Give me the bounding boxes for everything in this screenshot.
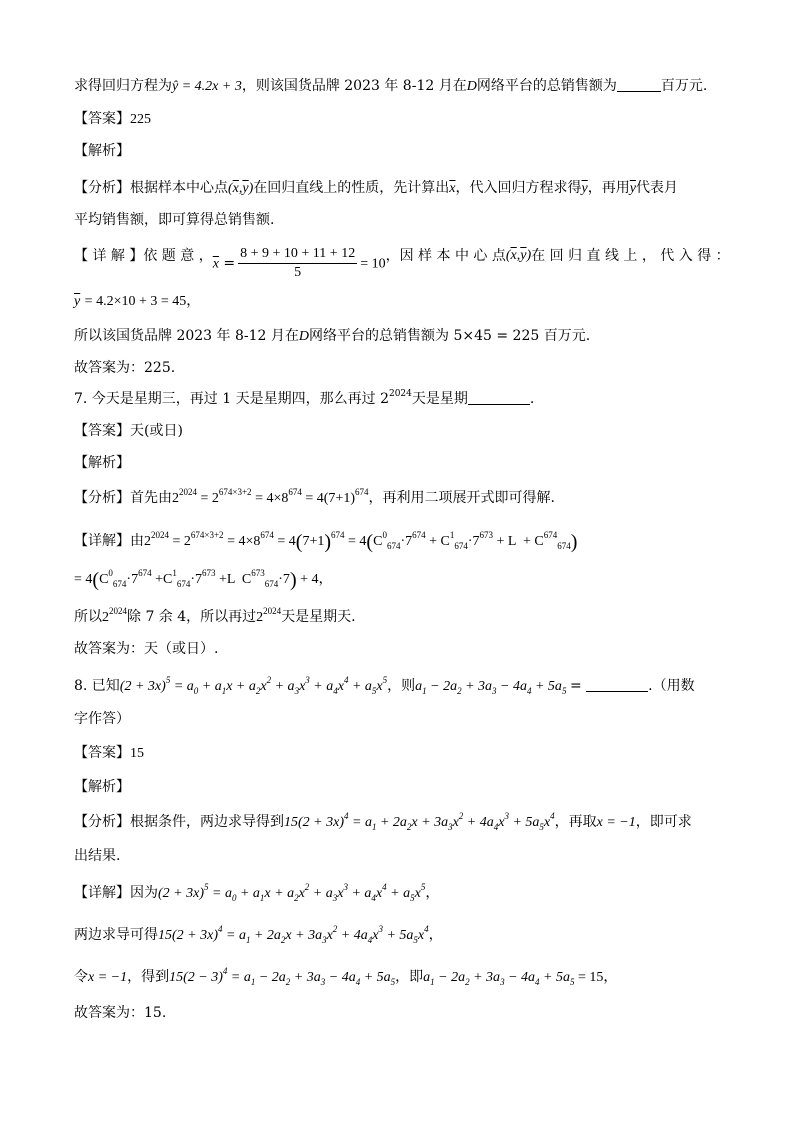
q8-fenxi-line2: 出结果. <box>74 848 121 864</box>
q8-fenxi: 【分析】根据条件，两边求导得到$15(2 + 3x)^4 = a_1 + 2a_2x + 3a_3x^2 + 4a_4x^3 + 5a_5x^4$，再取x = −1，即可求 <box>74 811 692 832</box>
q7-stem: 7. 今天是星期三，再过 1 天是星期四，那么再过 $2^{2024}$天是星期 . <box>74 389 535 407</box>
q7-final: 故答案为：天（或日）. <box>74 641 219 657</box>
q7-analysis-label: 【解析】 <box>74 455 130 471</box>
q8-analysis-label: 【解析】 <box>74 779 130 795</box>
q6-analysis-label: 【解析】 <box>74 143 130 159</box>
mean-fraction: $\frac{8 + 9 + 10 + 11 + 12}{5}$ <box>240 246 356 280</box>
q8-stem-line2: 字作答） <box>74 711 130 727</box>
q6-answer: 【答案】225 <box>74 111 151 127</box>
q7-fenxi: 【分析】首先由$2^{2024} = 2^{674\times 3+2} = 4\times 8^{674} = 4(7+1)^{674}$，再利用二项展开式即可得解. <box>74 487 555 506</box>
q7-answer: 【答案】天(或日) <box>74 423 183 439</box>
q6-stem: 求得回归方程为ŷ = 4.2x + 3，则该国货品牌 2023 年 8-12 月在D网络平台的总销售额为 百万元. <box>74 78 708 94</box>
q8-xj-line2: 两边求导可得$15(2 + 3x)^4 = a_1 + 2a_2x + 3a_3x^2 + 4a_4x^3 + 5a_5x^4$， <box>74 924 443 945</box>
q8-answer: 【答案】15 <box>74 745 144 761</box>
q8-final: 故答案为：15. <box>74 1005 167 1021</box>
q6-fenxi-line2: 平均销售额，即可算得总销售额. <box>74 212 275 228</box>
regression-equation: ŷ = 4.2x + 3 <box>172 79 242 94</box>
q6-fenxi: 【分析】根据样本中心点$(\overline{x},\overline{y})$在回归直线上的性质，先计算出$\overline{x}$，代入回归方程求得$\overline{y}$，再用$\overline{y}$代表月 <box>74 180 678 196</box>
q6-xj-line3: 所以该国货品牌 2023 年 8-12 月在D网络平台的总销售额为 5×45 = 225 百万元. <box>74 328 591 344</box>
q7-xiangjie: 【详解】由$2^{2024} = 2^{674\times 3+2} = 4\times 8^{674} = 4(7+1)^{674} = 4(C^0_{674}\cdot 7^{674} + C^1_{674}\cdot 7^{673} + L + C^{674}_{674})$ <box>74 530 578 553</box>
q8-stem: 8. 已知$(2 + 3x)^5 = a_0 + a_1x + a_2x^2 + a_3x^3 + a_4x^4 + a_5x^5$，则$a_1 - 2a_2 + 3a_3 - 4a_4 + 5a_5$ = .（用数 <box>74 675 695 696</box>
q8-xj-line3: 令x = −1，得到$15(2 - 3)^4 = a_1 - 2a_2 + 3a_3 - 4a_4 + 5a_5$，即$a_1 - 2a_2 + 3a_3 - 4a_4 + 5a_5 = 15$， <box>74 966 618 987</box>
q6-final: 故答案为：225. <box>74 360 176 376</box>
q7-xj-line2: = $4(C^0_{674}\cdot 7^{674} +C^1_{674}\cdot 7^{673} +L$ $C^{673}_{674}\cdot 7) + 4$， <box>74 568 333 591</box>
answer-blank <box>586 677 648 692</box>
q6-xj-line2: $\overline{y} = 4.2\times 10 + 3 = 45$， <box>74 294 201 309</box>
answer-blank <box>617 77 661 92</box>
answer-blank <box>468 390 530 405</box>
q7-xj-line3: 所以$2^{2024}$除 7 余 4，所以再过$2^{2024}$天是星期天. <box>74 606 356 625</box>
q8-xiangjie: 【详解】因为$(2 + 3x)^5 = a_0 + a_1x + a_2x^2 + a_3x^3 + a_4x^4 + a_5x^5$， <box>74 882 440 903</box>
q6-xiangjie: 【 详 解 】 依 题 意 ， $\overline{x}$ = $\frac{8 + 9 + 10 + 11 + 12}{5}$ = 10 ，因 样 本 中 心 点 $(\overline{x},\overline{y})$ 在 回 归 直 线 上 ， 代 入 得 ： <box>74 246 730 280</box>
